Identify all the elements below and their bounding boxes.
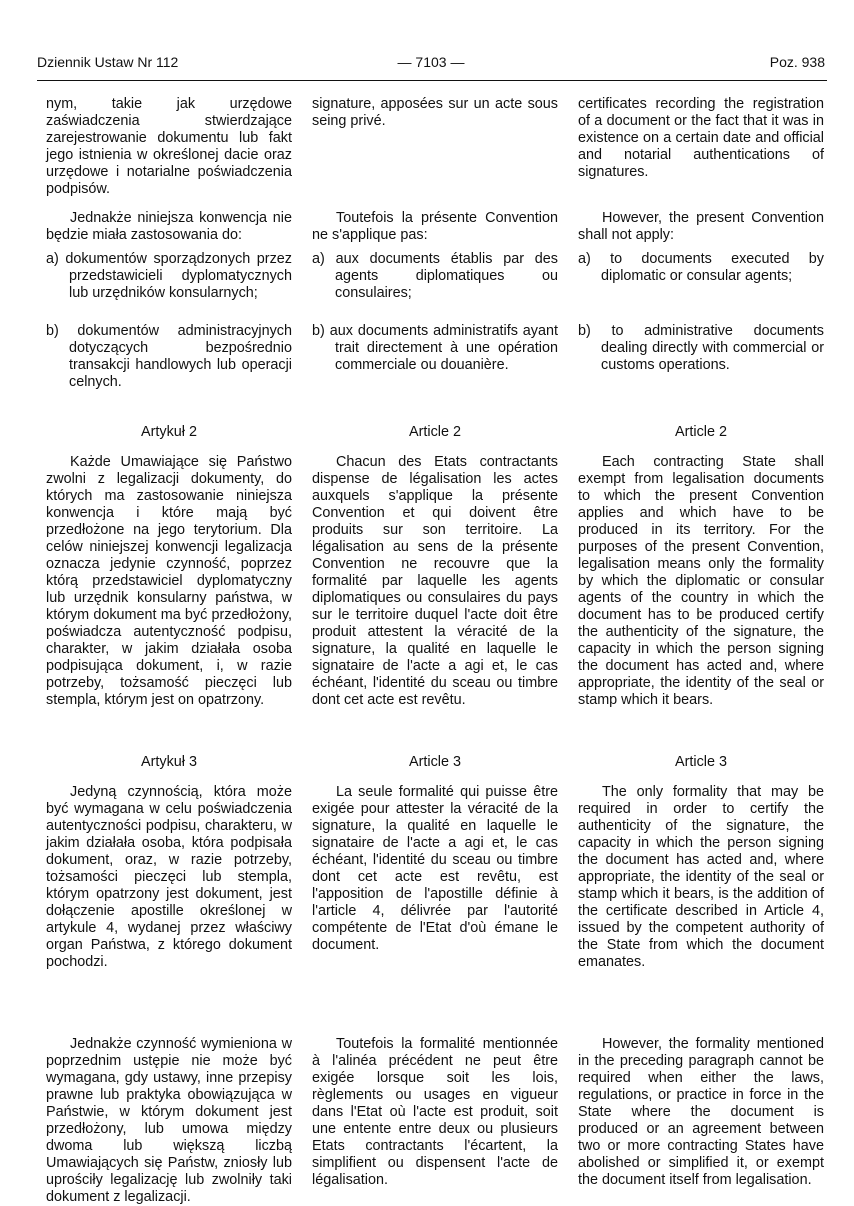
french-intro: signature, apposées sur un acte sous seing privé. bbox=[312, 96, 558, 129]
polish-art2-heading: Artykuł 2 bbox=[141, 424, 197, 440]
english-art2-heading: Article 2 bbox=[675, 424, 727, 440]
polish-art2-text: Każde Umawiające się Państwo zwolni z legalizacji dokumenty, do których ma zastosowanie niniejsza konwencja i które mają być przedłożone na jego terytorium. Dla celów niniejszej konwencji legalizacja oznacza jedynie czynność, poprzez którą przedstawiciel dyplomatyczny lub urzędnik konsularny państwa, w którym dokument ma być przedłożony, poświadcza autentyczność podpisu, charakter, w jakim działała osoba podpisująca dokument, i, w razie potrzeby, tożsamość pieczęci lub stempla, którym jest on opatrzony. bbox=[46, 454, 292, 708]
polish-item-a: a) dokumentów sporządzonych przez przedstawicieli dyplomatycznych lub urzędników konsularnych; bbox=[46, 251, 292, 301]
journal-title: Dziennik Ustaw Nr 112 bbox=[37, 54, 179, 70]
french-however: Toutefois la présente Convention ne s'applique pas: bbox=[312, 210, 558, 243]
polish-intro: nym, takie jak urzędowe zaświadczenia stwierdzające zarejestrowanie dokumentu lub fakt jego istnienia w określonej dacie oraz urzędowe i notarialne poświadczenia podpisów. bbox=[46, 96, 292, 197]
english-item-b: b) to administrative documents dealing directly with commercial or customs operations. bbox=[578, 323, 824, 373]
french-item-a: a) aux documents établis par des agents diplomatiques ou consulaires; bbox=[312, 251, 558, 301]
french-art2-text: Chacun des Etats contractants dispense de légalisation les actes auxquels s'applique la présente Convention et qui doivent être produits sur son territoire. La légalisation au sens de la présente Convention ne recouvre que la formalité par laquelle les agents diplomatiques ou consulaires du pays sur le territoire duquel l'acte doit être produit attestent la véracité de la signature, la qualité en laquelle le signataire de l'acte a agi et, le cas échéant, l'identité du sceau ou timbre dont cet acte est revêtu. bbox=[312, 454, 558, 708]
french-art3-para2: Toutefois la formalité mentionnée à l'alinéa précédent ne peut être exigée lorsque soit les lois, règlements ou usages en vigueur dans l'Etat où l'acte est produit, soit une entente entre deux ou plusieurs Etats contractants l'écartent, la simplifient ou dispensent l'acte de légalisation. bbox=[312, 1036, 558, 1188]
english-item-a: a) to documents executed by diplomatic or consular agents; bbox=[578, 251, 824, 284]
header-rule bbox=[37, 80, 827, 81]
english-art3-para2: However, the formality mentioned in the preceding paragraph cannot be required when either the laws, regulations, or practice in force in the State where the document is produced or an agreement between two or more contracting States have abolished or simplified it, or exempt the document itself from legalisation. bbox=[578, 1036, 824, 1188]
english-intro: certificates recording the registration of a document or the fact that it was in existence on a certain date and official and notarial authentications of signatures. bbox=[578, 96, 824, 180]
french-art2-heading: Article 2 bbox=[409, 424, 461, 440]
english-art2-text: Each contracting State shall exempt from legalisation documents to which the present Convention applies and which have to be produced in its territory. For the purposes of the present Convention, legalisation means only the formality by which the diplomatic or consular agents of the country in which the document has to be produced certify the authenticity of the signature, the capacity in which the person signing the document has acted and, where appropriate, the identity of the seal or stamp which it bears. bbox=[578, 454, 824, 708]
polish-art3-heading: Artykuł 3 bbox=[141, 754, 197, 770]
english-art3-heading: Article 3 bbox=[675, 754, 727, 770]
polish-art3-text: Jedyną czynnością, która może być wymagana w celu poświadczenia autentyczności podpisu, charakteru, w jakim działała osoba, która podpisała dokument, oraz, w razie potrzeby, tożsamości pieczęci lub stempla, którym opatrzony jest dokument, jest dołączenie apostille określonej w artykule 4, wydanej przez właściwy organ Państwa, z którego dokument pochodzi. bbox=[46, 784, 292, 970]
page-number: — 7103 — bbox=[397, 54, 465, 70]
polish-item-b: b) dokumentów administracyjnych dotyczących bezpośrednio transakcji handlowych lub operacji celnych. bbox=[46, 323, 292, 390]
english-art3-text: The only formality that may be required in order to certify the authenticity of the signature, the capacity in which the person signing the document has acted and, where appropriate, the identity of the seal or stamp which it bears, is the addition of the certificate described in Article 4, issued by the competent authority of the State from which the document emanates. bbox=[578, 784, 824, 970]
polish-however: Jednakże niniejsza konwencja nie będzie miała zastosowania do: bbox=[46, 210, 292, 243]
english-however: However, the present Convention shall not apply: bbox=[578, 210, 824, 243]
polish-art3-para2: Jednakże czynność wymieniona w poprzednim ustępie nie może być wymagana, gdy ustawy, inne przepisy prawne lub praktyka obowiązująca w Państwie, w którym dokument jest przedłożony, lub umowa między dwoma lub większą liczbą Umawiających się Państw, zniosły lub uprościły legalizację lub zwolniły taki dokument z legalizacji. bbox=[46, 1036, 292, 1205]
french-item-b: b) aux documents administratifs ayant trait directement à une opération commerciale ou douanière. bbox=[312, 323, 558, 373]
french-art3-heading: Article 3 bbox=[409, 754, 461, 770]
position-number: Poz. 938 bbox=[769, 54, 825, 70]
page-header bbox=[37, 54, 825, 74]
french-art3-text: La seule formalité qui puisse être exigée pour attester la véracité de la signature, la qualité en laquelle le signataire de l'acte a agi et, le cas échéant, l'identité du sceau ou timbre dont cet acte est revêtu, est l'apposition de l'apostille définie à l'article 4, délivrée par l'autorité compétente de l'Etat d'où émane le document. bbox=[312, 784, 558, 953]
